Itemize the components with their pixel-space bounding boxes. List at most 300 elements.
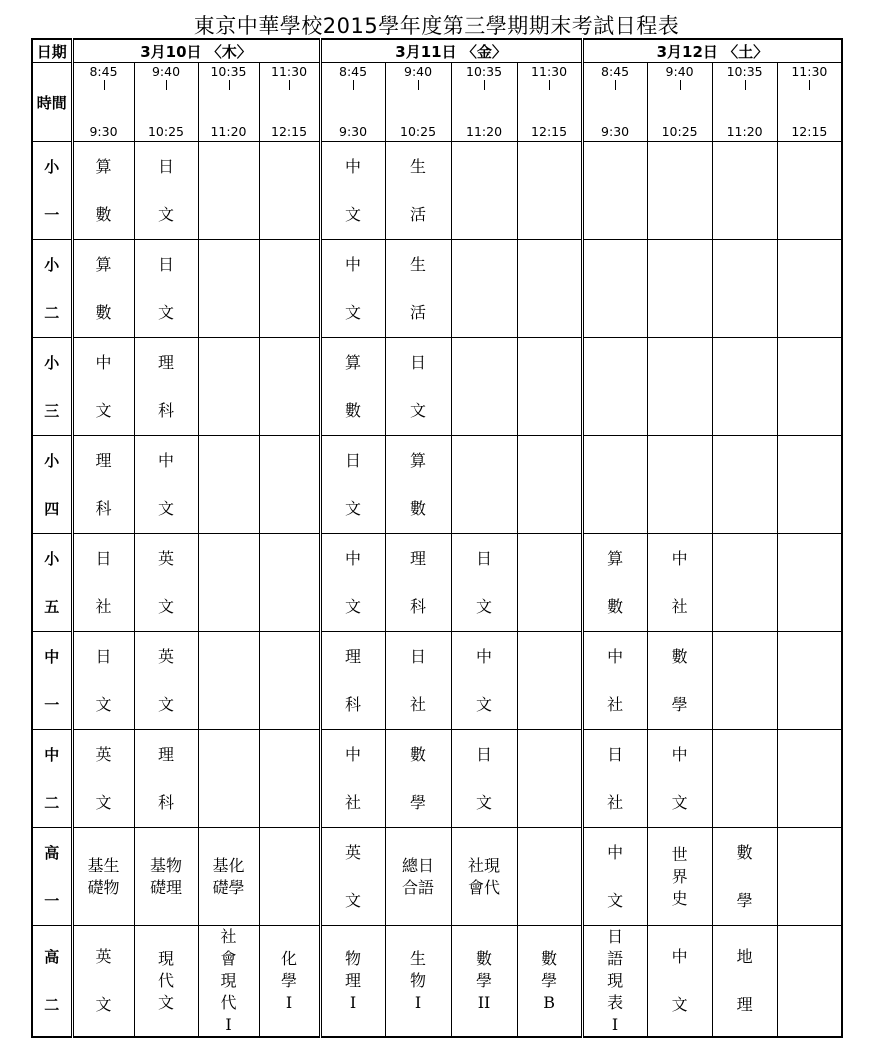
slot-start: 9:40 (151, 64, 181, 79)
subject-text: 現 (607, 971, 624, 990)
grade-row (32, 730, 842, 828)
exam-cell (582, 828, 647, 926)
subject-text: 中 (607, 842, 624, 862)
subject-text: 文 (476, 596, 493, 616)
exam-cell (517, 142, 582, 240)
grade-label (32, 926, 72, 1038)
exam-cell (385, 534, 451, 632)
subject-text: 中 (157, 450, 174, 470)
exam-cell (582, 534, 647, 632)
subject-text: I (349, 993, 357, 1012)
slot-tick (104, 80, 105, 90)
subject-text: 語 (607, 949, 624, 968)
grade-number: 三 (44, 401, 60, 420)
exam-cell (134, 632, 198, 730)
grade-label (32, 534, 72, 632)
exam-cell (712, 240, 777, 338)
subject-text: 日 (95, 548, 112, 568)
exam-cell (582, 926, 647, 1038)
subject-text: 文 (476, 792, 493, 812)
subject-text: II (477, 993, 491, 1012)
subject-text: 學 (736, 890, 753, 910)
subject-text: 中 (671, 548, 688, 568)
subject-text: 中 (671, 744, 688, 764)
slot-end: 11:20 (726, 124, 763, 139)
slot-tick (809, 80, 810, 90)
subject-text: 活 (410, 302, 427, 322)
exam-cell (451, 534, 517, 632)
subject-text: 算 (95, 156, 112, 176)
time-slot (451, 63, 517, 142)
slot-end: 11:20 (466, 124, 503, 139)
subject-text: 日 (410, 646, 427, 666)
grade-level: 高 (44, 948, 60, 966)
exam-cell (198, 436, 259, 534)
exam-cell (134, 142, 198, 240)
exam-cell (320, 632, 385, 730)
exam-cell (582, 436, 647, 534)
subject-text: 礎物 (87, 877, 120, 897)
exam-cell (134, 240, 198, 338)
grade-level: 小 (44, 255, 60, 274)
subject-text: 算 (345, 352, 362, 372)
exam-cell (451, 240, 517, 338)
subject-text: 生 (410, 156, 427, 176)
subject-text: 日 (345, 450, 362, 470)
slot-end: 11:20 (210, 124, 247, 139)
subject-text: 日 (607, 744, 624, 764)
exam-cell (647, 730, 712, 828)
subject-text: 數 (671, 646, 688, 666)
slot-start: 9:40 (665, 64, 694, 79)
exam-cell (582, 240, 647, 338)
grade-level: 高 (44, 843, 60, 862)
exam-cell (259, 436, 320, 534)
subject-text: 數 (410, 498, 427, 518)
subject-text: 數 (541, 949, 558, 968)
grade-level: 小 (44, 157, 60, 176)
exam-cell (451, 338, 517, 436)
exam-cell (582, 730, 647, 828)
subject-text: 日 (476, 744, 493, 764)
subject-text: 文 (345, 890, 362, 910)
exam-cell (777, 730, 842, 828)
slot-start: 9:40 (404, 64, 433, 79)
exam-cell (198, 632, 259, 730)
subject-text: 日 (476, 548, 493, 568)
exam-cell (517, 730, 582, 828)
exam-cell (647, 828, 712, 926)
exam-cell (198, 240, 259, 338)
subject-text: 表 (607, 993, 624, 1012)
exam-cell (777, 338, 842, 436)
exam-cell (647, 436, 712, 534)
exam-cell (451, 730, 517, 828)
subject-text: 地 (736, 947, 753, 966)
exam-cell (198, 142, 259, 240)
slot-tick (289, 80, 290, 90)
subject-text: 日 (410, 352, 427, 372)
time-label: 時間 (32, 63, 72, 142)
slot-start: 10:35 (466, 64, 503, 79)
grade-level: 小 (44, 451, 60, 470)
subject-text: 英 (345, 842, 362, 862)
exam-cell (582, 142, 647, 240)
exam-cell (320, 730, 385, 828)
exam-cell (647, 338, 712, 436)
grade-row (32, 436, 842, 534)
grade-level: 中 (44, 647, 60, 666)
grade-row (32, 828, 842, 926)
exam-cell (712, 730, 777, 828)
exam-cell (134, 730, 198, 828)
exam-cell (647, 632, 712, 730)
exam-cell (712, 142, 777, 240)
slot-tick (615, 80, 616, 90)
grade-row (32, 926, 842, 1038)
exam-cell (647, 142, 712, 240)
subject-text: 文 (476, 694, 493, 714)
subject-text: 文 (671, 995, 688, 1014)
grade-row (32, 240, 842, 338)
exam-cell (777, 240, 842, 338)
exam-cell (712, 828, 777, 926)
day-header: 3月12日 〈土〉 (582, 39, 842, 63)
slot-tick (745, 80, 746, 90)
subject-text: 理 (736, 995, 753, 1014)
subject-text: 學 (541, 971, 558, 990)
subject-text: I (611, 1015, 619, 1034)
exam-cell (259, 632, 320, 730)
slot-tick (549, 80, 550, 90)
subject-text: 社現 (468, 855, 501, 875)
grade-number: 一 (44, 205, 60, 224)
grade-label (32, 240, 72, 338)
time-slot (134, 63, 198, 142)
grade-level: 中 (44, 745, 60, 764)
grade-number: 五 (44, 597, 60, 616)
subject-text: 中 (95, 352, 112, 372)
subject-text: 中 (607, 646, 624, 666)
exam-cell (517, 338, 582, 436)
exam-cell (198, 730, 259, 828)
slot-start: 8:45 (601, 64, 630, 79)
slot-start: 11:30 (791, 64, 828, 79)
exam-cell (385, 828, 451, 926)
exam-cell (451, 436, 517, 534)
subject-text: 科 (345, 694, 362, 714)
subject-text: 文 (95, 995, 112, 1014)
exam-cell (385, 632, 451, 730)
exam-cell (134, 828, 198, 926)
subject-text: 界 (671, 866, 688, 886)
exam-cell (777, 632, 842, 730)
exam-cell (647, 240, 712, 338)
exam-cell (647, 534, 712, 632)
exam-cell (517, 828, 582, 926)
subject-text: 文 (95, 694, 112, 714)
slot-end: 9:30 (89, 124, 118, 139)
subject-text: I (414, 993, 422, 1012)
subject-text: 世 (671, 844, 688, 864)
slot-end: 10:25 (661, 124, 698, 139)
slot-end: 12:15 (791, 124, 828, 139)
slot-end: 12:15 (271, 124, 308, 139)
grade-row (32, 142, 842, 240)
subject-text: 日 (157, 156, 174, 176)
exam-cell (320, 534, 385, 632)
subject-text: 社 (607, 694, 624, 714)
grade-label (32, 436, 72, 534)
subject-text: 英 (157, 548, 174, 568)
subject-text: 文 (410, 400, 427, 420)
exam-cell (259, 338, 320, 436)
exam-cell (72, 436, 134, 534)
exam-cell (712, 436, 777, 534)
exam-cell (72, 828, 134, 926)
time-slot (517, 63, 582, 142)
subject-text: 代 (220, 993, 237, 1012)
subject-text: 生 (410, 254, 427, 274)
exam-cell (517, 632, 582, 730)
subject-text: 學 (281, 971, 298, 990)
slot-tick (166, 80, 167, 90)
exam-cell (320, 926, 385, 1038)
subject-text: 文 (157, 596, 174, 616)
grade-label (32, 828, 72, 926)
subject-text: 學 (476, 971, 493, 990)
exam-cell (259, 240, 320, 338)
exam-cell (385, 730, 451, 828)
subject-text: 會 (220, 949, 237, 968)
exam-cell (72, 338, 134, 436)
page-title: 東京中華學校2015學年度第三學期期末考試日程表 (193, 14, 680, 38)
subject-text: 代 (157, 971, 174, 990)
time-slot (198, 63, 259, 142)
subject-text: 科 (157, 792, 174, 812)
subject-text: 現 (220, 971, 237, 990)
grade-label (32, 730, 72, 828)
grade-level: 小 (44, 549, 60, 568)
subject-text: 中 (345, 548, 362, 568)
exam-cell (320, 240, 385, 338)
exam-cell (777, 142, 842, 240)
exam-cell (320, 338, 385, 436)
subject-text: 活 (410, 204, 427, 224)
slot-tick (418, 80, 419, 90)
subject-text: 文 (607, 890, 624, 910)
exam-cell (712, 632, 777, 730)
subject-text: 礎理 (149, 877, 182, 897)
exam-cell (517, 240, 582, 338)
subject-text: 文 (345, 498, 362, 518)
grade-level: 小 (44, 353, 60, 372)
slot-start: 10:35 (210, 64, 247, 79)
exam-cell (385, 240, 451, 338)
subject-text: 中 (345, 156, 362, 176)
slot-start: 10:35 (726, 64, 763, 79)
exam-cell (198, 338, 259, 436)
exam-cell (777, 436, 842, 534)
subject-text: 英 (157, 646, 174, 666)
grade-number: 四 (44, 499, 60, 518)
exam-cell (72, 926, 134, 1038)
exam-cell (647, 926, 712, 1038)
exam-cell (582, 338, 647, 436)
time-slot (385, 63, 451, 142)
exam-cell (712, 926, 777, 1038)
subject-text: 數 (607, 596, 624, 616)
slot-end: 9:30 (339, 124, 368, 139)
subject-text: 學 (671, 694, 688, 714)
subject-text: 數 (95, 204, 112, 224)
subject-text: 文 (345, 302, 362, 322)
grade-row (32, 534, 842, 632)
subject-text: 文 (157, 302, 174, 322)
exam-cell (451, 142, 517, 240)
exam-cell (777, 534, 842, 632)
time-slot (259, 63, 320, 142)
time-slot (712, 63, 777, 142)
subject-text: 理 (157, 744, 174, 764)
subject-text: 文 (157, 694, 174, 714)
exam-cell (451, 632, 517, 730)
slot-tick (353, 80, 354, 90)
exam-cell (259, 142, 320, 240)
subject-text: 總日 (402, 855, 435, 875)
time-slot (582, 63, 647, 142)
subject-text: 中 (476, 646, 493, 666)
subject-text: 英 (95, 947, 112, 966)
slot-start: 11:30 (531, 64, 568, 79)
subject-text: 社 (345, 792, 362, 812)
exam-cell (198, 828, 259, 926)
subject-text: 理 (345, 971, 362, 990)
slot-tick (680, 80, 681, 90)
slot-tick (484, 80, 485, 90)
subject-text: 文 (157, 498, 174, 518)
exam-cell (72, 730, 134, 828)
time-slot (72, 63, 134, 142)
grade-number: 二 (44, 793, 60, 812)
subject-text: 數 (736, 842, 753, 862)
grade-row (32, 338, 842, 436)
subject-text: I (225, 1015, 232, 1034)
subject-text: 理 (345, 646, 362, 666)
subject-text: I (285, 993, 293, 1012)
subject-text: 算 (607, 548, 624, 568)
day-header: 3月10日 〈木〉 (72, 39, 320, 63)
subject-text: 現 (157, 949, 174, 968)
subject-text: 生 (410, 949, 427, 968)
slot-end: 9:30 (601, 124, 630, 139)
subject-text: 社 (671, 596, 688, 616)
subject-text: 數 (476, 949, 493, 968)
exam-cell (72, 240, 134, 338)
subject-text: 化 (281, 949, 298, 968)
subject-text: 社 (220, 927, 237, 946)
subject-text: 基生 (87, 855, 120, 875)
exam-cell (259, 730, 320, 828)
exam-cell (259, 534, 320, 632)
exam-cell (134, 436, 198, 534)
subject-text: 物 (345, 949, 362, 968)
exam-cell (712, 338, 777, 436)
exam-cell (385, 436, 451, 534)
subject-text: 礎學 (212, 877, 245, 897)
subject-text: 物 (410, 971, 427, 990)
subject-text: 會代 (468, 877, 501, 897)
exam-cell (198, 926, 259, 1038)
subject-text: 文 (345, 596, 362, 616)
subject-text: 文 (157, 204, 174, 224)
subject-text: 算 (410, 450, 427, 470)
date-label: 日期 (32, 39, 72, 63)
subject-text: 科 (95, 498, 112, 518)
exam-cell (451, 926, 517, 1038)
grade-row (32, 632, 842, 730)
exam-cell (777, 926, 842, 1038)
subject-text: 理 (95, 450, 112, 470)
grade-number: 二 (44, 303, 60, 322)
exam-cell (134, 926, 198, 1038)
subject-text: 社 (410, 694, 427, 714)
subject-text: 數 (95, 302, 112, 322)
grade-number: 一 (44, 891, 60, 910)
grade-label (32, 338, 72, 436)
exam-cell (198, 534, 259, 632)
exam-cell (259, 828, 320, 926)
exam-cell (72, 632, 134, 730)
slot-start: 8:45 (339, 64, 368, 79)
subject-text: 中 (345, 254, 362, 274)
exam-cell (320, 142, 385, 240)
subject-text: 社 (95, 596, 112, 616)
exam-cell (320, 436, 385, 534)
subject-text: 合語 (402, 877, 435, 897)
subject-text: 科 (157, 400, 174, 420)
subject-text: 數 (345, 400, 362, 420)
exam-cell (72, 534, 134, 632)
exam-cell (134, 338, 198, 436)
subject-text: 文 (95, 792, 112, 812)
subject-text: 英 (95, 744, 112, 764)
subject-text: 中 (671, 947, 688, 966)
exam-cell (259, 926, 320, 1038)
exam-cell (385, 338, 451, 436)
subject-text: 數 (410, 744, 427, 764)
subject-text: 文 (157, 993, 174, 1012)
grade-label (32, 142, 72, 240)
subject-text: 社 (607, 792, 624, 812)
subject-text: 日 (607, 927, 624, 946)
exam-cell (712, 534, 777, 632)
subject-text: 日 (95, 646, 112, 666)
exam-cell (451, 828, 517, 926)
grade-number: 二 (44, 996, 60, 1014)
subject-text: 中 (345, 744, 362, 764)
subject-text: 基物 (149, 855, 182, 875)
exam-cell (517, 534, 582, 632)
subject-text: 日 (157, 254, 174, 274)
time-slot (777, 63, 842, 142)
slot-tick (229, 80, 230, 90)
subject-text: B (543, 993, 555, 1012)
subject-text: 文 (671, 792, 688, 812)
subject-text: 文 (95, 400, 112, 420)
subject-text: 科 (410, 596, 427, 616)
exam-cell (582, 632, 647, 730)
